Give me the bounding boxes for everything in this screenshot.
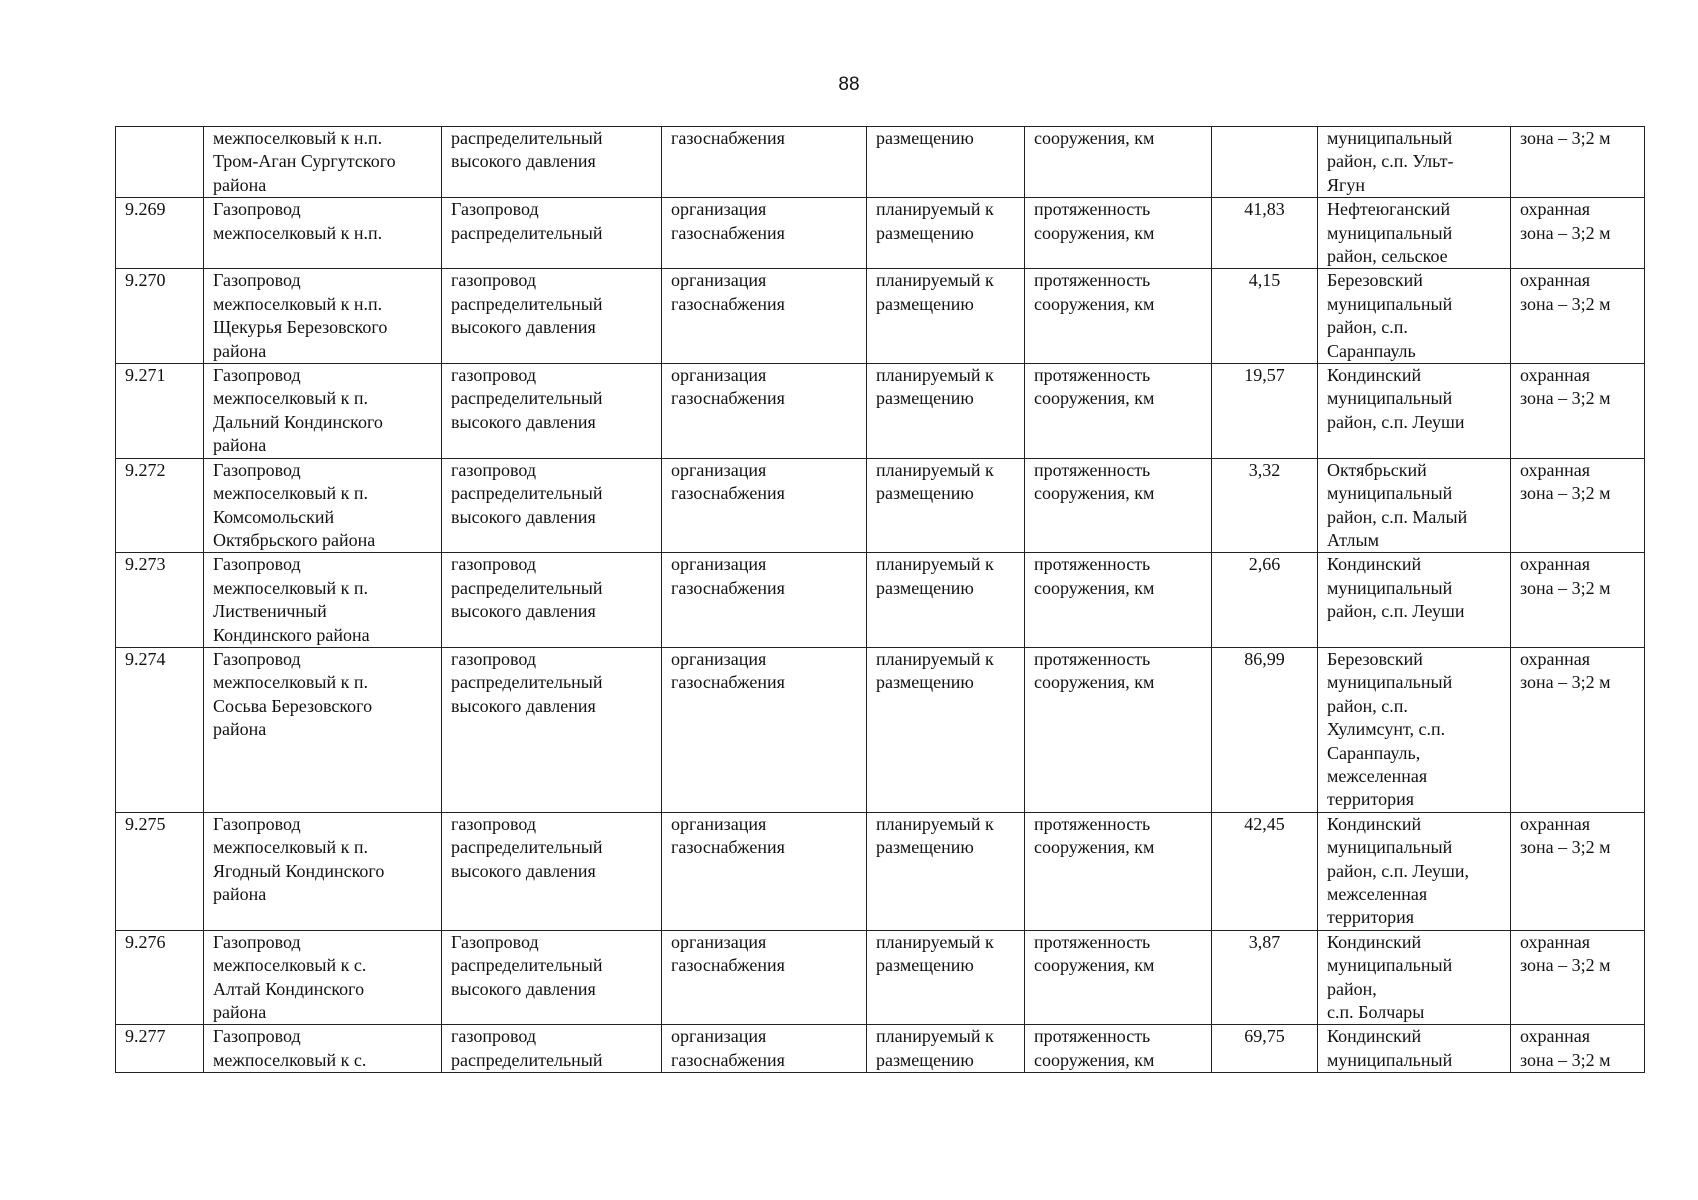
characteristic-value-text: 2,66 [1248,554,1281,575]
table-cell-object-status [867,930,1025,1025]
zone-characteristic-text: охранная зона – 3;2 м [1520,270,1611,314]
table-cell-object-characteristic [1025,812,1212,930]
object-purpose-text: организация газоснабжения [671,270,785,314]
table-cell-object-characteristic [1025,553,1212,648]
table-cell-zone-characteristic [1511,1025,1645,1073]
object-purpose-text: организация газоснабжения [671,199,785,243]
object-location-text: муниципальный район, с.п. Ульт- Ягун [1327,128,1454,195]
table-cell-object-status [867,647,1025,812]
zone-characteristic-text: охранная зона – 3;2 м [1520,648,1611,693]
object-location-text: Кондинский муниципальный район, с.п. Леуши, межселенная территория [1327,813,1469,928]
object-status-text: планируемый к размещению [876,459,994,504]
object-status-text: планируемый к размещению [876,270,994,314]
characteristic-value-text: 3,32 [1248,459,1281,480]
table-cell-characteristic-value [1212,553,1318,648]
object-characteristic-text: протяженность сооружения, км [1034,813,1155,858]
zone-characteristic-text: охранная зона – 3;2 м [1520,1026,1611,1070]
registry-table [115,126,1645,1073]
table-cell-object-status [867,127,1025,198]
object-type-text: газопровод распределительный [451,1026,603,1070]
object-name-text: Газопровод межпоселковый к н.п. Щекурья Березовского района [213,270,388,361]
table-cell-row-number [116,364,204,459]
object-status-text: планируемый к размещению [876,1026,994,1070]
table-cell-object-type [442,269,662,364]
object-characteristic-text: протяженность сооружения, км [1034,554,1155,598]
table-row [116,198,1645,269]
table-cell-object-status [867,458,1025,553]
table-row [116,930,1645,1025]
object-characteristic-text: протяженность сооружения, км [1034,365,1155,409]
table-cell-row-number [116,269,204,364]
table-cell-row-number [116,1025,204,1073]
row-number-text: 9.269 [125,199,166,220]
object-location-text: Березовский муниципальный район, с.п. Хулимсунт, с.п. Саранпауль, межселенная территория [1327,648,1453,810]
table-cell-characteristic-value [1212,1025,1318,1073]
object-name-text: межпоселковый к н.п. Тром-Аган Сургутского района [213,128,396,195]
table-cell-object-type [442,553,662,648]
object-name-text: Газопровод межпоселковый к п. Лиственичный Кондинского района [213,554,370,645]
table-cell-object-location [1318,1025,1511,1073]
table-cell-object-location [1318,553,1511,648]
table-cell-object-status [867,364,1025,459]
object-characteristic-text: протяженность сооружения, км [1034,270,1155,314]
table-cell-characteristic-value [1212,458,1318,553]
table-cell-object-type [442,647,662,812]
characteristic-value-text: 41,83 [1244,199,1285,220]
object-type-text: распределительный высокого давления [451,128,603,172]
table-row [116,458,1645,553]
table-cell-zone-characteristic [1511,458,1645,553]
table-cell-object-characteristic [1025,647,1212,812]
characteristic-value-text: 19,57 [1244,365,1285,386]
characteristic-value-text: 86,99 [1244,648,1285,669]
table-cell-object-purpose [662,458,867,553]
table-cell-object-name [204,364,442,459]
table-row [116,647,1645,812]
table-cell-object-characteristic [1025,269,1212,364]
table-cell-object-location [1318,458,1511,553]
table-cell-object-characteristic [1025,364,1212,459]
object-status-text: планируемый к размещению [876,365,994,409]
table-cell-characteristic-value [1212,647,1318,812]
zone-characteristic-text: охранная зона – 3;2 м [1520,199,1611,243]
characteristic-value-text: 3,87 [1248,931,1281,952]
table-row [116,1025,1645,1073]
table-cell-zone-characteristic [1511,812,1645,930]
table-cell-object-purpose [662,198,867,269]
object-location-text: Кондинский муниципальный район, с.п. Леуши [1327,365,1465,432]
row-number-text: 9.275 [125,813,166,834]
object-type-text: газопровод распределительный высокого давления [451,459,603,527]
characteristic-value-text: 42,45 [1244,813,1285,834]
table-cell-object-name [204,458,442,553]
zone-characteristic-text: охранная зона – 3;2 м [1520,554,1611,598]
object-name-text: Газопровод межпоселковый к п. Сосьва Березовского района [213,648,373,740]
object-name-text: Газопровод межпоселковый к п. Дальний Кондинского района [213,365,383,456]
table-cell-object-status [867,198,1025,269]
table-cell-object-type [442,1025,662,1073]
object-location-text: Октябрьский муниципальный район, с.п. Малый Атлым [1327,459,1468,550]
table-cell-object-location [1318,198,1511,269]
page-number: 88 [838,74,860,95]
object-characteristic-text: протяженность сооружения, км [1034,648,1155,693]
table-cell-object-status [867,1025,1025,1073]
object-type-text: Газопровод распределительный [451,199,603,243]
object-name-text: Газопровод межпоселковый к н.п. [213,199,383,243]
table-cell-object-type [442,364,662,459]
table-cell-zone-characteristic [1511,553,1645,648]
row-number-text: 9.271 [125,365,166,386]
object-location-text: Кондинский муниципальный район, с.п. Леуши [1327,554,1465,622]
object-characteristic-text: протяженность сооружения, км [1034,931,1155,976]
table-cell-object-characteristic [1025,198,1212,269]
object-characteristic-text: протяженность сооружения, км [1034,1026,1155,1070]
table-cell-object-name [204,553,442,648]
table-cell-object-name [204,127,442,198]
table-cell-row-number [116,647,204,812]
object-type-text: газопровод распределительный высокого давления [451,554,603,622]
table-cell-row-number [116,553,204,648]
table-cell-object-characteristic [1025,458,1212,553]
table-cell-row-number [116,812,204,930]
object-location-text: Нефтеюганский муниципальный район, сельское [1327,199,1453,267]
table-cell-object-status [867,812,1025,930]
table-cell-object-name [204,930,442,1025]
table-cell-object-purpose [662,1025,867,1073]
table-row [116,269,1645,364]
table-cell-object-purpose [662,127,867,198]
object-status-text: планируемый к размещению [876,554,994,598]
table-cell-zone-characteristic [1511,269,1645,364]
object-purpose-text: организация газоснабжения [671,648,785,693]
table-cell-object-characteristic [1025,127,1212,198]
object-status-text: размещению [876,128,974,148]
zone-characteristic-text: охранная зона – 3;2 м [1520,931,1611,976]
table-cell-object-name [204,269,442,364]
object-location-text: Кондинский муниципальный район, с.п. Болчары [1327,931,1453,1023]
table-cell-characteristic-value [1212,127,1318,198]
row-number-text: 9.277 [125,1026,166,1047]
table-cell-object-purpose [662,812,867,930]
table-cell-object-purpose [662,553,867,648]
object-name-text: Газопровод межпоселковый к с. [213,1026,367,1070]
zone-characteristic-text: охранная зона – 3;2 м [1520,813,1611,858]
table-cell-row-number [116,198,204,269]
row-number-text: 9.270 [125,270,166,291]
object-name-text: Газопровод межпоселковый к п. Комсомольский Октябрьского района [213,459,376,550]
object-status-text: планируемый к размещению [876,199,994,243]
table-cell-object-type [442,127,662,198]
table-row [116,812,1645,930]
row-number-text: 9.272 [125,459,166,480]
object-name-text: Газопровод межпоселковый к п. Ягодный Кондинского района [213,813,385,904]
characteristic-value-text: 69,75 [1244,1026,1285,1047]
object-characteristic-text: протяженность сооружения, км [1034,459,1155,504]
table-cell-object-name [204,198,442,269]
table-cell-object-status [867,553,1025,648]
object-status-text: планируемый к размещению [876,648,994,693]
table-cell-object-status [867,269,1025,364]
table-cell-characteristic-value [1212,812,1318,930]
table-cell-object-type [442,812,662,930]
table-cell-zone-characteristic [1511,930,1645,1025]
object-purpose-text: организация газоснабжения [671,813,785,858]
object-characteristic-text: протяженность сооружения, км [1034,199,1155,243]
object-type-text: газопровод распределительный высокого давления [451,365,603,432]
object-type-text: Газопровод распределительный высокого давления [451,931,603,999]
object-purpose-text: организация газоснабжения [671,554,785,598]
object-type-text: газопровод распределительный высокого давления [451,813,603,881]
registry-table-body [116,127,1645,1073]
object-purpose-text: организация газоснабжения [671,459,785,504]
row-number-text: 9.273 [125,554,166,575]
table-row [116,364,1645,459]
table-cell-object-type [442,930,662,1025]
table-cell-zone-characteristic [1511,198,1645,269]
object-location-text: Кондинский муниципальный [1327,1026,1453,1070]
table-cell-zone-characteristic [1511,364,1645,459]
characteristic-value-text: 4,15 [1248,270,1281,291]
object-location-text: Березовский муниципальный район, с.п. Саранпауль [1327,270,1453,361]
row-number-text: 9.276 [125,931,166,952]
table-cell-object-characteristic [1025,1025,1212,1073]
table-cell-object-location [1318,930,1511,1025]
zone-characteristic-text: охранная зона – 3;2 м [1520,365,1611,409]
table-cell-characteristic-value [1212,930,1318,1025]
table-cell-row-number [116,127,204,198]
table-cell-object-location [1318,127,1511,198]
object-name-text: Газопровод межпоселковый к с. Алтай Кондинского района [213,931,367,1023]
object-purpose-text: организация газоснабжения [671,931,785,976]
table-cell-object-location [1318,269,1511,364]
table-cell-object-purpose [662,364,867,459]
table-cell-row-number [116,930,204,1025]
table-cell-object-location [1318,812,1511,930]
object-status-text: планируемый к размещению [876,813,994,858]
zone-characteristic-text: охранная зона – 3;2 м [1520,459,1611,504]
table-cell-object-type [442,198,662,269]
object-type-text: газопровод распределительный высокого давления [451,648,603,716]
object-status-text: планируемый к размещению [876,931,994,976]
table-cell-object-purpose [662,930,867,1025]
object-type-text: газопровод распределительный высокого давления [451,270,603,338]
table-cell-zone-characteristic [1511,647,1645,812]
table-cell-characteristic-value [1212,269,1318,364]
table-cell-object-purpose [662,269,867,364]
row-number-text: 9.274 [125,648,166,669]
table-cell-characteristic-value [1212,198,1318,269]
object-purpose-text: организация газоснабжения [671,1026,785,1070]
table-row [116,553,1645,648]
table-cell-object-name [204,647,442,812]
object-characteristic-text: сооружения, км [1034,128,1155,148]
table-row [116,127,1645,198]
table-cell-object-location [1318,647,1511,812]
table-cell-object-type [442,458,662,553]
table-cell-row-number [116,458,204,553]
table-cell-object-purpose [662,647,867,812]
zone-characteristic-text: зона – 3;2 м [1520,128,1611,148]
table-cell-object-location [1318,364,1511,459]
table-cell-object-characteristic [1025,930,1212,1025]
table-cell-object-name [204,812,442,930]
table-cell-characteristic-value [1212,364,1318,459]
table-cell-zone-characteristic [1511,127,1645,198]
object-purpose-text: организация газоснабжения [671,365,785,409]
table-cell-object-name [204,1025,442,1073]
object-purpose-text: газоснабжения [671,128,785,148]
